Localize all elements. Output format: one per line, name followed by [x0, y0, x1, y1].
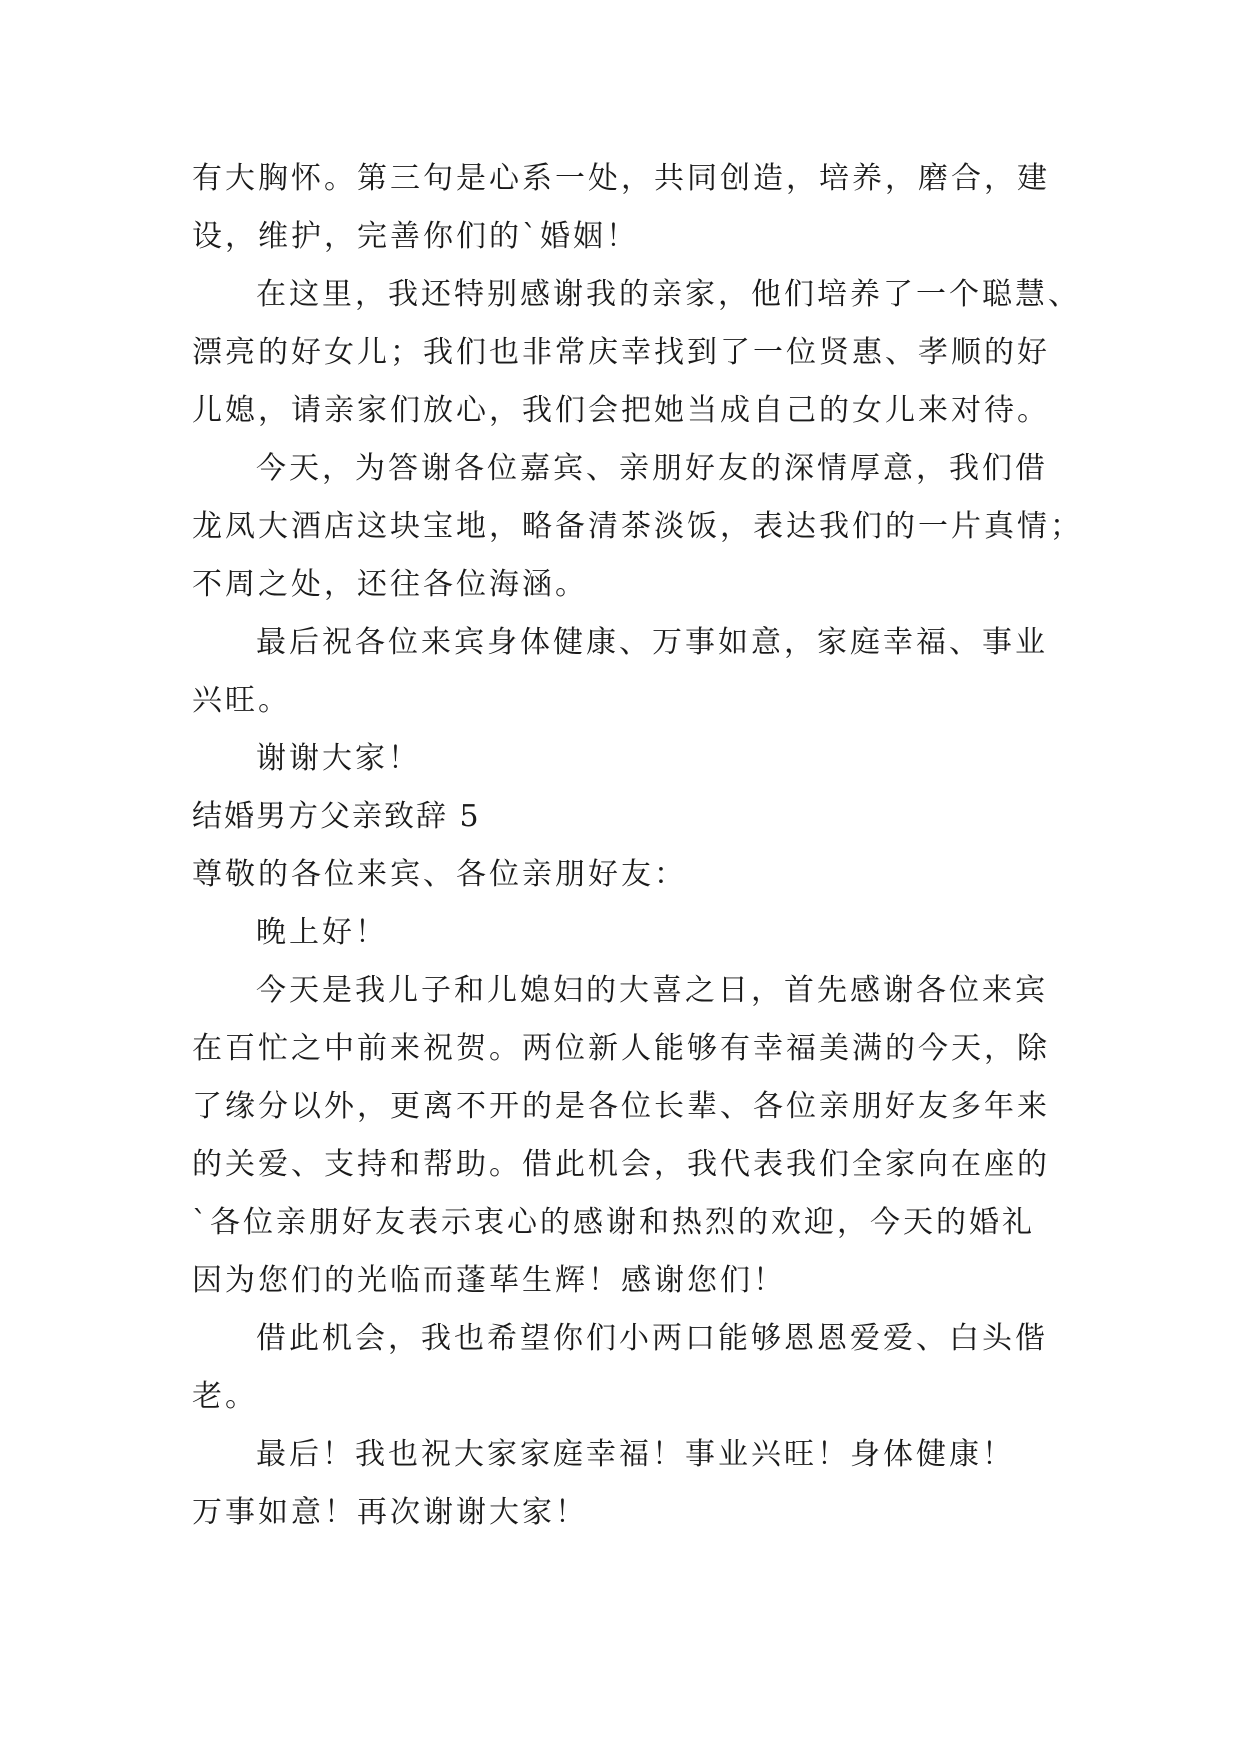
- text-line: 的关爱、支持和帮助。借此机会，我代表我们全家向在座的: [192, 1147, 1050, 1182]
- text-line: 最后祝各位来宾身体健康、万事如意，家庭幸福、事业: [256, 625, 1048, 660]
- text-line: 设，维护，完善你们的`婚姻！: [192, 219, 639, 254]
- text-line: 了缘分以外，更离不开的是各位长辈、各位亲朋好友多年来: [192, 1089, 1050, 1124]
- text-line: 在这里，我还特别感谢我的亲家，他们培养了一个聪慧、: [256, 277, 1081, 312]
- text-line: 因为您们的光临而蓬荜生辉！感谢您们！: [192, 1263, 786, 1298]
- text-line: 龙凤大酒店这块宝地，略备清茶淡饭，表达我们的一片真情；: [192, 509, 1083, 544]
- text-line: 借此机会，我也希望你们小两口能够恩恩爱爱、白头偕: [256, 1321, 1048, 1356]
- text-line: 漂亮的好女儿；我们也非常庆幸找到了一位贤惠、孝顺的好: [192, 335, 1050, 370]
- text-line: `各位亲朋好友表示衷心的感谢和热烈的欢迎，今天的婚礼: [192, 1205, 1035, 1240]
- text-line: 不周之处，还往各位海涵。: [192, 567, 588, 602]
- text-line: 最后！我也祝大家家庭幸福！事业兴旺！身体健康！: [256, 1437, 1015, 1472]
- document-body: [192, 150, 1083, 1542]
- text-line: 儿媳，请亲家们放心，我们会把她当成自己的女儿来对待。: [192, 393, 1050, 428]
- greeting: 晚上好！: [256, 915, 388, 950]
- section-heading: 结婚男方父亲致辞 5: [192, 799, 481, 834]
- text-line: 今天是我儿子和儿媳妇的大喜之日，首先感谢各位来宾: [256, 973, 1048, 1008]
- text-line: 老。: [192, 1379, 258, 1414]
- text-line: 万事如意！再次谢谢大家！: [192, 1495, 588, 1530]
- text-line: 谢谢大家！: [256, 741, 421, 776]
- text-line: 有大胸怀。第三句是心系一处，共同创造，培养，磨合，建: [192, 161, 1050, 196]
- text-line: 今天，为答谢各位嘉宾、亲朋好友的深情厚意，我们借: [256, 451, 1048, 486]
- text-line: 兴旺。: [192, 683, 291, 718]
- salutation: 尊敬的各位来宾、各位亲朋好友：: [192, 857, 687, 892]
- text-line: 在百忙之中前来祝贺。两位新人能够有幸福美满的今天，除: [192, 1031, 1050, 1066]
